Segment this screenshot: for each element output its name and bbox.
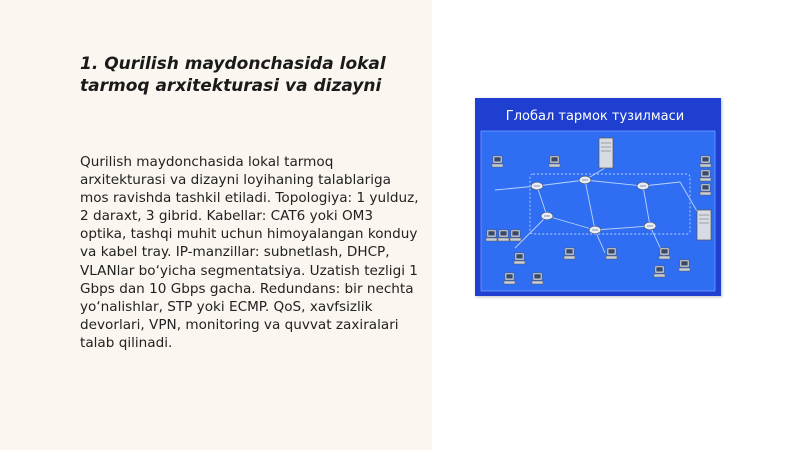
- computer-icon: [504, 273, 515, 284]
- computer-icon: [564, 248, 575, 259]
- computer-icon: [654, 266, 665, 277]
- computer-icon: [492, 156, 503, 167]
- diagram-caption: Глобал тармок тузилмаси: [505, 109, 685, 124]
- router-icon: [531, 182, 543, 190]
- router-icon: [637, 182, 649, 190]
- computer-icon: [514, 253, 525, 264]
- computer-icon: [532, 273, 543, 284]
- server-icon: [697, 210, 711, 240]
- slide-body-text: Qurilish maydonchasida lokal tarmoq arxitekturasi va dizayni loyihaning talablariga mos ravishda tashkil etiladi. Topologiya: 1 yulduz, 2 daraxt, 3 gibrid. Kabellar: CAT6 yoki OM3 optika, tashqi muhit uchun himoyalangan konduy va kabel tray. IP-manzillar: subnetlash, DHCP, VLANlar bo‘yicha segmentatsiya. Uzatish tezligi 1 Gbps dan 10 Gbps gacha. Redundans: bir nechta yo‘nalishlar, STP yoki ECMP. QoS, xavfsizlik devorlari, VPN, monitoring va quvvat zaxiralari talab qilinadi.: [80, 154, 419, 351]
- computer-icon: [498, 230, 509, 241]
- network-diagram: [475, 98, 721, 296]
- slide-title: 1. Qurilish maydonchasida lokal tarmoq arxitekturasi va dizayni: [80, 54, 386, 96]
- router-icon: [541, 212, 553, 220]
- computer-icon: [549, 156, 560, 167]
- computer-icon: [510, 230, 521, 241]
- computer-icon: [700, 170, 711, 181]
- server-icon: [599, 138, 613, 168]
- computer-icon: [606, 248, 617, 259]
- router-icon: [644, 222, 656, 230]
- computer-icon: [700, 156, 711, 167]
- router-icon: [589, 226, 601, 234]
- router-icon: [579, 176, 591, 184]
- network-diagram-image: [475, 98, 721, 296]
- computer-icon: [679, 260, 690, 271]
- computer-icon: [659, 248, 670, 259]
- computer-icon: [486, 230, 497, 241]
- computer-icon: [700, 184, 711, 195]
